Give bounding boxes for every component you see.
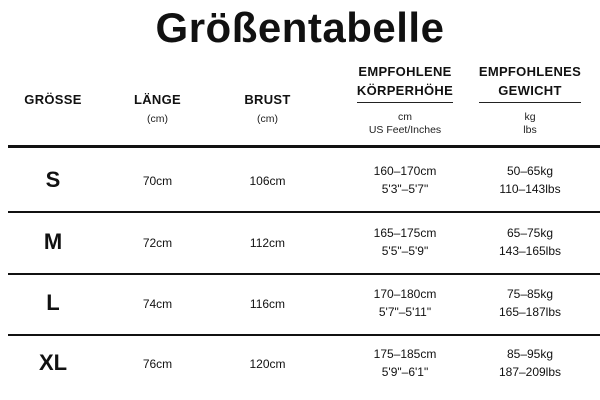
header-height-unit-ft: US Feet/Inches (368, 124, 442, 136)
weight-kg: 85–95kg (506, 347, 554, 361)
header-weight-unit-kg: kg (524, 111, 536, 123)
weight-kg: 50–65kg (506, 164, 554, 178)
header-length-unit: (cm) (147, 113, 168, 125)
weight-value (470, 163, 590, 197)
size-label: M (43, 229, 63, 254)
chest-value: 112cm (249, 236, 286, 250)
header-chest-unit: (cm) (257, 113, 278, 125)
length-value: 76cm (142, 357, 173, 371)
height-ft: 5'5"–5'9" (381, 244, 429, 258)
header-height-unit-cm: cm (398, 111, 412, 123)
header-weight (470, 64, 590, 137)
weight-kg: 75–85kg (506, 287, 554, 301)
height-value (345, 346, 465, 380)
header-size (8, 92, 98, 108)
height-cm: 175–185cm (373, 347, 437, 361)
row-divider-1 (8, 211, 600, 213)
length-value: 74cm (142, 297, 173, 311)
header-divider (8, 145, 600, 148)
header-chest-label: BRUST (244, 92, 291, 107)
weight-lbs: 143–165lbs (498, 244, 562, 258)
header-height-label-1: EMPFOHLENE (358, 64, 452, 79)
length-value: 70cm (142, 174, 173, 188)
chest-value: 106cm (249, 174, 286, 188)
height-value (345, 286, 465, 320)
header-weight-unit-lbs: lbs (523, 124, 537, 136)
header-height-label-2: KÖRPERHÖHE (356, 83, 454, 98)
weight-lbs: 165–187lbs (498, 305, 562, 319)
height-ft: 5'9"–6'1" (381, 365, 429, 379)
size-label: L (46, 290, 60, 315)
header-length (110, 92, 205, 126)
height-cm: 170–180cm (373, 287, 437, 301)
height-value (345, 163, 465, 197)
header-size-label: GRÖSSE (24, 92, 82, 107)
weight-value (470, 346, 590, 380)
weight-kg: 65–75kg (506, 226, 554, 240)
size-label: XL (38, 350, 68, 375)
header-height (345, 64, 465, 137)
chest-value: 120cm (249, 357, 286, 371)
header-weight-label-2: GEWICHT (498, 83, 562, 98)
height-value (345, 225, 465, 259)
height-ft: 5'7"–5'11" (378, 305, 432, 319)
weight-lbs: 110–143lbs (499, 182, 561, 196)
chest-value: 116cm (249, 297, 286, 311)
size-label: S (45, 167, 61, 192)
header-chest (220, 92, 315, 126)
length-value: 72cm (142, 236, 173, 250)
weight-value (470, 286, 590, 320)
weight-lbs: 187–209lbs (498, 365, 562, 379)
weight-value (470, 225, 590, 259)
height-cm: 160–170cm (373, 164, 437, 178)
row-divider-2 (8, 273, 600, 275)
height-cm: 165–175cm (373, 226, 437, 240)
height-ft: 5'3"–5'7" (381, 182, 429, 196)
page-title: Größentabelle (155, 4, 445, 51)
row-divider-3 (8, 334, 600, 336)
header-weight-label-1: EMPFOHLENES (478, 64, 582, 79)
header-length-label: LÄNGE (134, 92, 181, 107)
